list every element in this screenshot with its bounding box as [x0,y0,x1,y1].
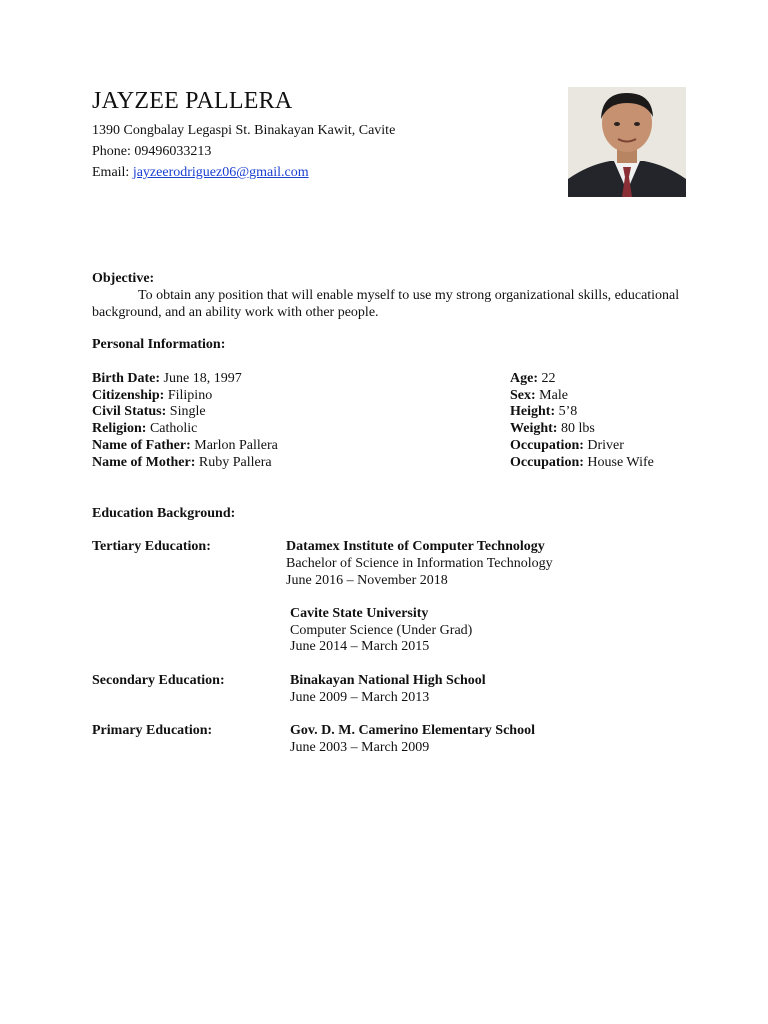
info-row-father: Name of Father: Marlon Pallera [92,438,278,453]
tertiary-label: Tertiary Education: [92,539,211,554]
info-row-birth-date: Birth Date: June 18, 1997 [92,371,242,386]
email-line [92,165,309,181]
personal-info-heading: Personal Information: [92,337,226,352]
education-heading: Education Background: [92,506,236,521]
info-row-civil-status: Civil Status: Single [92,404,206,419]
tertiary-course-1: Bachelor of Science in Information Technology [286,556,553,571]
info-row-mother-occupation: Occupation: House Wife [510,455,654,470]
phone-label: Phone: [92,144,131,159]
info-row-citizenship: Citizenship: Filipino [92,388,213,403]
primary-school: Gov. D. M. Camerino Elementary School [290,723,535,738]
email-label: Email: [92,165,130,180]
phone-number: 09496033213 [134,144,212,159]
applicant-name: JAYZEE PALLERA [92,88,293,114]
phone-line [92,144,211,160]
primary-dates: June 2003 – March 2009 [290,740,430,755]
info-row-father-occupation: Occupation: Driver [510,438,624,453]
info-row-sex: Sex: Male [510,388,568,403]
primary-label: Primary Education: [92,723,213,738]
tertiary-course-2: Computer Science (Under Grad) [290,623,473,638]
address: 1390 Congbalay Legaspi St. Binakayan Kawit, Cavite [92,123,396,138]
secondary-label: Secondary Education: [92,673,225,688]
profile-photo-icon [568,87,686,197]
secondary-dates: June 2009 – March 2013 [290,690,430,705]
tertiary-school-2: Cavite State University [290,606,429,621]
info-row-religion: Religion: Catholic [92,421,198,436]
objective-heading: Objective: [92,271,155,286]
objective-text: To obtain any position that will enable myself to use my strong organizational skills, educational background, and an ability work with other people. [92,288,680,320]
profile-photo [568,87,686,197]
info-row-mother: Name of Mother: Ruby Pallera [92,455,272,470]
info-row-weight: Weight: 80 lbs [510,421,595,436]
email-link[interactable]: jayzeerodriguez06@gmail.com [132,165,309,180]
info-row-height: Height: 5’8 [510,404,578,419]
secondary-school: Binakayan National High School [290,673,486,688]
info-row-age: Age: 22 [510,371,556,386]
tertiary-dates-2: June 2014 – March 2015 [290,639,430,654]
tertiary-dates-1: June 2016 – November 2018 [286,573,448,588]
tertiary-school-1: Datamex Institute of Computer Technology [286,539,545,554]
